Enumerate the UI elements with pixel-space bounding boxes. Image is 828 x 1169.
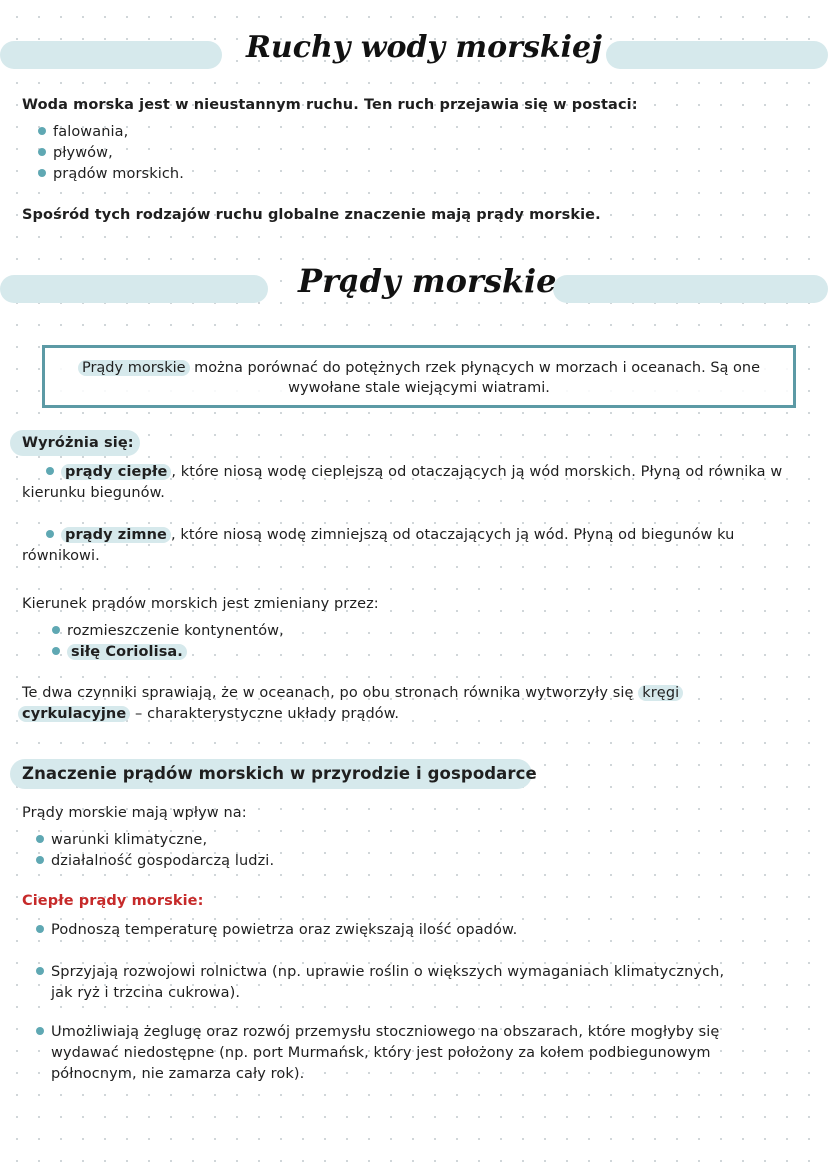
list-item-continuation: jak ryż i trzcina cukrowa). [51, 985, 241, 1001]
bullet-dot-icon [46, 467, 54, 475]
distinguish-heading: Wyróżnia się: [22, 435, 134, 451]
list-item: warunki klimatyczne, [36, 830, 207, 850]
list-item-continuation: północnym, nie zamarza cały rok). [51, 1066, 305, 1082]
page-title: Ruchy wody morskiej [246, 30, 602, 65]
cold-current-line-1: prądy zimne , które niosą wodę zimniejszą od otaczających ją wód. Płyną od biegunów ku [46, 525, 734, 545]
list-item: działalność gospodarczą ludzi. [36, 851, 274, 871]
title-bar-right [606, 41, 828, 69]
influence-intro: Prądy morskie mają wpływ na: [22, 805, 247, 821]
list-item: prądów morskich. [38, 164, 184, 184]
warm-current-line-2: kierunku biegunów. [22, 485, 165, 501]
warm-currents-heading: Ciepłe prądy morskie: [22, 893, 204, 909]
bullet-dot-icon [36, 856, 44, 864]
list-item-continuation: wydawać niedostępne (np. port Murmańsk, który jest położony za kołem podbiegunowym [51, 1045, 711, 1061]
definition-box [42, 345, 796, 408]
bullet-dot-icon [36, 1027, 44, 1035]
bullet-dot-icon [38, 169, 46, 177]
bullet-dot-icon [36, 967, 44, 975]
list-item: Sprzyjają rozwojowi rolnictwa (np. uprawie roślin o większych wymaganiach klimatycznych, [36, 962, 724, 982]
list-item: falowania, [38, 122, 128, 142]
bullet-dot-icon [52, 647, 60, 655]
title-bar-right [553, 275, 828, 303]
section-title: Prądy morskie [298, 262, 557, 300]
list-item: Umożliwiają żeglugę oraz rozwój przemysłu stoczniowego na obszarach, które mogłyby się [36, 1022, 719, 1042]
bullet-dot-icon [38, 127, 46, 135]
list-item: siłę Coriolisa. [52, 642, 187, 662]
bullet-dot-icon [38, 148, 46, 156]
cold-current-line-2: równikowi. [22, 548, 100, 564]
title-bar-left [0, 275, 268, 303]
bullet-dot-icon [52, 626, 60, 634]
warm-current-line-1: prądy ciepłe , które niosą wodę cieplejszą od otaczających ją wód morskich. Płyną od równika w [46, 462, 782, 482]
list-item: Podnoszą temperaturę powietrza oraz zwiększają ilość opadów. [36, 920, 517, 940]
intro-text: Woda morska jest w nieustannym ruchu. Ten ruch przejawia się w postaci: [22, 97, 638, 113]
list-item: pływów, [38, 143, 113, 163]
bullet-dot-icon [46, 530, 54, 538]
bullet-dot-icon [36, 925, 44, 933]
section-heading: Znaczenie prądów morskich w przyrodzie i gospodarce [22, 764, 537, 783]
intro-summary: Spośród tych rodzajów ruchu globalne znaczenie mają prądy morskie. [22, 207, 601, 223]
circulation-line-1: Te dwa czynniki sprawiają, że w oceanach, po obu stronach równika wytworzyły się kręgi [22, 683, 683, 703]
title-bar-left [0, 41, 222, 69]
definition-line-1: Prądy morskie można porównać do potężnych rzek płynących w morzach i oceanach. Są one [45, 358, 793, 378]
list-item: rozmieszczenie kontynentów, [52, 621, 284, 641]
circulation-line-2: cyrkulacyjne – charakterystyczne układy prądów. [18, 704, 399, 724]
bullet-dot-icon [36, 835, 44, 843]
direction-text: Kierunek prądów morskich jest zmieniany przez: [22, 596, 379, 612]
definition-line-2: wywołane stale wiejącymi wiatrami. [288, 380, 550, 396]
